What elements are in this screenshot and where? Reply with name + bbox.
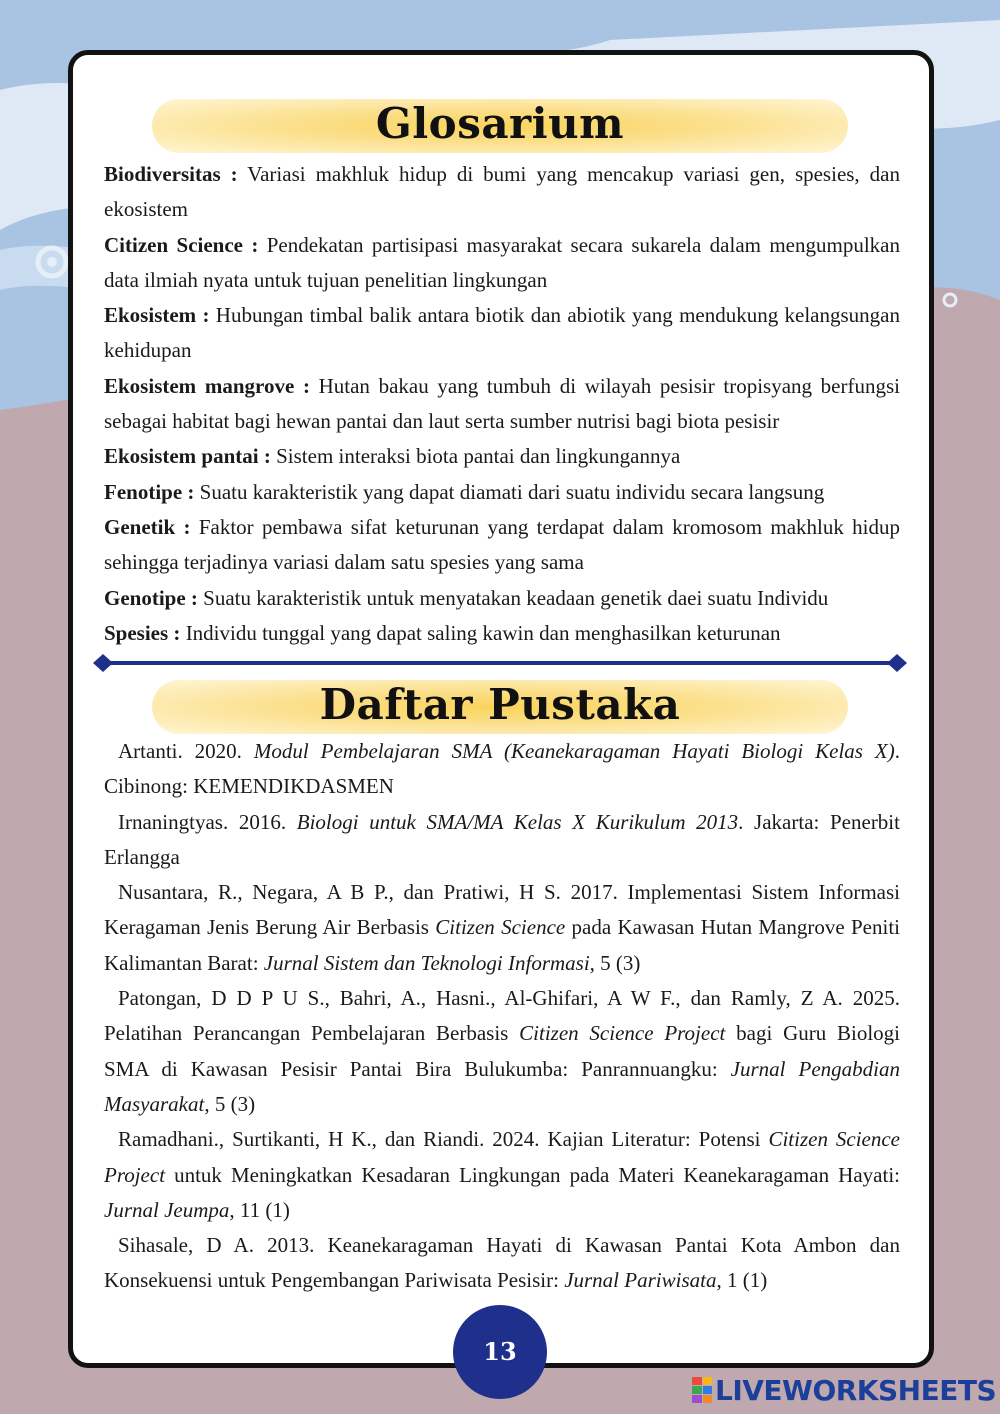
- glossary-term: Ekosistem :: [104, 303, 210, 328]
- reference-text: . Cibinong: KEMENDIKDASMEN: [104, 739, 900, 799]
- reference-text: , 1 (1): [716, 1268, 768, 1293]
- glossary-entry: [104, 157, 900, 228]
- reference-entry: [104, 1228, 900, 1299]
- glossary-definition: Faktor pembawa sifat keturunan yang terdapat dalam kromosom makhluk hidup sehingga terjadinya variasi dalam satu spesies yang sama: [104, 514, 901, 575]
- reference-journal-italic: Jurnal Jeumpa: [104, 1197, 230, 1222]
- reference-entry: [104, 875, 900, 981]
- reference-text: Artanti. 2020.: [118, 739, 254, 763]
- reference-journal-italic: Jurnal Pengabdian Masyarakat: [104, 1056, 900, 1116]
- glossary-entry: [104, 369, 900, 440]
- glossary-definition: Individu tunggal yang dapat saling kawin dan menghasilkan keturunan: [185, 620, 781, 645]
- liveworksheets-logo-icon: [692, 1377, 712, 1403]
- glossary-entry: [104, 475, 900, 510]
- reference-text: Sihasale, D A. 2013. Keanekaragaman Hayati di Kawasan Pantai Kota Ambon dan Konsekuensi untuk Pengembangan Pariwisata Pesisir:: [104, 1233, 900, 1293]
- glossary-term: Spesies :: [104, 620, 181, 645]
- reference-title-italic: Biologi untuk SMA/MA Kelas X Kurikulum 2013: [296, 809, 739, 834]
- glossary-term: Fenotipe :: [104, 479, 195, 504]
- reference-journal-italic: Jurnal Pariwisata: [564, 1268, 717, 1293]
- glossary-definition: Sistem interaksi biota pantai dan lingkungannya: [276, 444, 681, 469]
- reference-entry: [104, 981, 900, 1122]
- glossary-entry: [104, 298, 900, 369]
- reference-text: , 5 (3): [204, 1091, 256, 1116]
- reference-journal-italic: Jurnal Sistem dan Teknologi Informasi: [263, 950, 590, 975]
- glossary-term: Genetik :: [104, 514, 191, 539]
- glossary-heading-banner: [152, 99, 848, 153]
- glossary-entry: [104, 616, 900, 651]
- section-divider: [93, 652, 907, 674]
- glossary-term: Biodiversitas :: [104, 162, 238, 186]
- references-list: [104, 734, 900, 1299]
- page-number-badge: 13: [453, 1305, 547, 1399]
- reference-text: . Jakarta: Penerbit Erlangga: [104, 809, 900, 869]
- reference-text: untuk Meningkatkan Kesadaran Lingkungan pada Materi Keanekaragaman Hayati:: [165, 1162, 900, 1187]
- glossary-term: Ekosistem mangrove :: [104, 373, 310, 398]
- brand-wordmark: LIVEWORKSHEETS: [715, 1373, 997, 1407]
- glossary-definition: Hutan bakau yang tumbuh di wilayah pesisir tropisyang berfungsi sebagai habitat bagi hewan pantai dan laut serta sumber nutrisi bagi biota pesisir: [104, 373, 900, 434]
- glossary-entry: [104, 439, 900, 474]
- glossary-entry: [104, 228, 900, 299]
- glossary-term: Ekosistem pantai :: [104, 444, 271, 469]
- reference-entry: [104, 1122, 900, 1228]
- references-heading-banner: [152, 680, 848, 734]
- glossary-entry: [104, 510, 900, 581]
- glossary-entry: [104, 581, 900, 616]
- glossary-title: Glosarium: [375, 99, 625, 148]
- glossary-definition: Pendekatan partisipasi masyarakat secara sukarela dalam mengumpulkan data ilmiah nyata untuk tujuan penelitian lingkungan: [104, 232, 900, 292]
- reference-text: pada Kawasan Hutan Mangrove Peniti Kalimantan Barat:: [104, 915, 900, 975]
- reference-text: Patongan, D D P U S., Bahri, A., Hasni., Al-Ghifari, A W F., dan Ramly, Z A. 2025. Pelatihan Perancangan Pembelajaran Berbasis: [104, 986, 900, 1046]
- glossary-term: Genotipe :: [104, 585, 198, 610]
- liveworksheets-brand[interactable]: [692, 1374, 996, 1406]
- reference-text: Nusantara, R., Negara, A B P., dan Pratiwi, H S. 2017. Implementasi Sistem Informasi Keragaman Jenis Berung Air Berbasis: [104, 880, 900, 940]
- glossary-definition: Variasi makhluk hidup di bumi yang mencakup variasi gen, spesies, dan ekosistem: [104, 162, 900, 222]
- glossary-definition: Hubungan timbal balik antara biotik dan abiotik yang mendukung kelangsungan kehidupan: [104, 303, 900, 363]
- reference-text: , 11 (1): [229, 1197, 290, 1222]
- glossary-list: [104, 157, 900, 651]
- reference-entry: [104, 805, 900, 876]
- glossary-definition: Suatu karakteristik yang dapat diamati dari suatu individu secara langsung: [199, 479, 825, 504]
- glossary-definition: Suatu karakteristik untuk menyatakan keadaan genetik daei suatu Individu: [203, 585, 829, 610]
- reference-entry: [104, 734, 900, 805]
- reference-text: , 5 (3): [589, 950, 641, 975]
- reference-title-italic: Citizen Science Project: [104, 1127, 901, 1187]
- glossary-term: Citizen Science :: [104, 232, 259, 257]
- references-title: Daftar Pustaka: [319, 680, 681, 729]
- reference-text: Ramadhani., Surtikanti, H K., dan Riandi. 2024. Kajian Literatur: Potensi: [118, 1127, 769, 1152]
- reference-text: bagi Guru Biologi SMA di Kawasan Pesisir Pantai Bira Bulukumba: Panrannuangku:: [104, 1021, 901, 1081]
- reference-text: Irnaningtyas. 2016.: [118, 809, 297, 834]
- reference-title-italic: Citizen Science Project: [519, 1021, 726, 1046]
- reference-title-italic: Modul Pembelajaran SMA (Keanekaragaman Hayati Biologi Kelas X): [253, 739, 895, 763]
- reference-title-italic: Citizen Science: [435, 915, 566, 940]
